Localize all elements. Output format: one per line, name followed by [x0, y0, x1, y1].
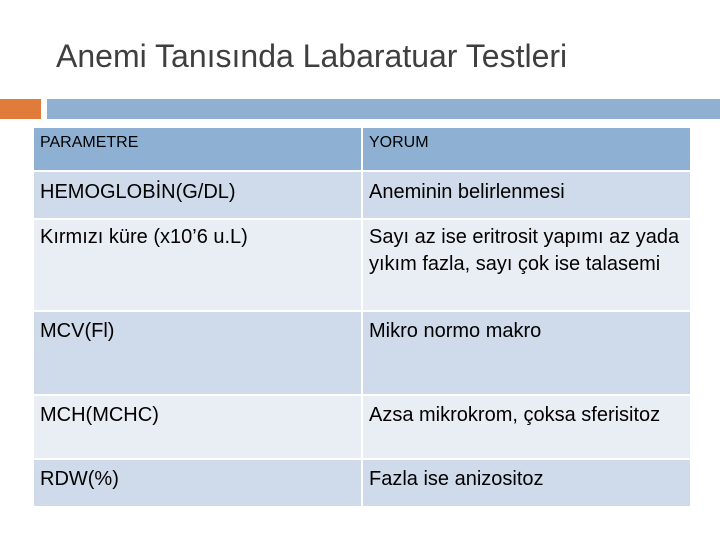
- accent-bar-orange: [0, 99, 41, 119]
- cell-parameter: MCV(Fl): [33, 311, 362, 395]
- table-row: [33, 459, 691, 507]
- cell-parameter: HEMOGLOBİN(G/DL): [33, 171, 362, 219]
- table-header-row: [33, 127, 691, 171]
- cell-interpretation: Azsa mikrokrom, çoksa sferisitoz: [362, 395, 691, 459]
- cell-interpretation: Fazla ise anizositoz: [362, 459, 691, 507]
- table-row: [33, 311, 691, 395]
- header-interpretation: YORUM: [362, 127, 691, 171]
- table-row: [33, 219, 691, 311]
- table-row: [33, 171, 691, 219]
- lab-tests-table: [32, 126, 692, 508]
- cell-interpretation: Sayı az ise eritrosit yapımı az yada yıkım fazla, sayı çok ise talasemi: [362, 219, 691, 311]
- accent-bar-blue: [47, 99, 720, 119]
- cell-interpretation: Aneminin belirlenmesi: [362, 171, 691, 219]
- slide-title: Anemi Tanısında Labaratuar Testleri: [56, 38, 568, 74]
- header-parameter: PARAMETRE: [33, 127, 362, 171]
- table-row: [33, 395, 691, 459]
- cell-parameter: Kırmızı küre (x10’6 u.L): [33, 219, 362, 311]
- cell-parameter: RDW(%): [33, 459, 362, 507]
- cell-interpretation: Mikro normo makro: [362, 311, 691, 395]
- cell-parameter: MCH(MCHC): [33, 395, 362, 459]
